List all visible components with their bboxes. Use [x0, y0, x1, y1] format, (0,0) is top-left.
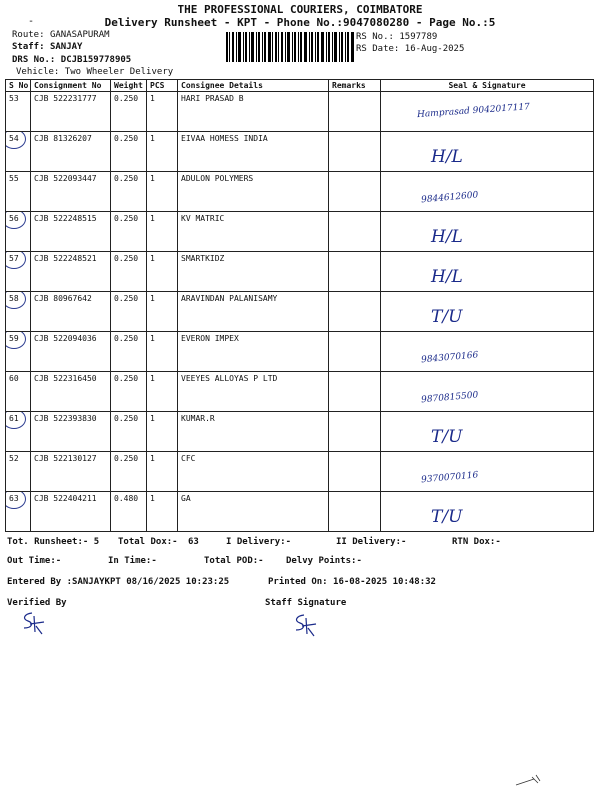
row-signature — [381, 492, 594, 532]
row-remarks — [329, 92, 381, 132]
row-signature — [381, 172, 594, 212]
circle-mark — [6, 492, 27, 510]
row-sno-cell — [6, 412, 31, 452]
table-row — [6, 332, 594, 372]
staff-value: SANJAY — [49, 42, 83, 52]
row-consignment-no: CJB 522393830 — [31, 412, 111, 452]
row-consignment-no: CJB 80967642 — [31, 292, 111, 332]
signature-text: T/U — [431, 427, 463, 447]
row-sno-cell — [6, 172, 31, 212]
row-weight: 0.250 — [111, 252, 147, 292]
row-remarks — [329, 292, 381, 332]
col-header-pcs: PCS — [147, 80, 178, 92]
row-pcs: 1 — [147, 372, 178, 412]
row-remarks — [329, 412, 381, 452]
row-sno-cell — [6, 132, 31, 172]
circle-mark — [6, 252, 27, 270]
drs-label: DRS No.: — [12, 55, 56, 65]
delvy-points: Delvy Points:- — [286, 556, 362, 566]
row-consignee: ARAVINDAN PALANISAMY — [178, 292, 329, 332]
runsheet-subtitle: Delivery Runsheet - KPT - Phone No.:9047080280 - Page No.:5 — [104, 16, 496, 29]
total-dox-value: 63 — [188, 537, 199, 547]
route-line — [12, 30, 110, 40]
row-consignment-no: CJB 522248521 — [31, 252, 111, 292]
handwritten-signature-image — [381, 492, 591, 530]
row-sno: 60 — [9, 374, 19, 383]
row-sno: 61 — [9, 414, 19, 423]
row-remarks — [329, 172, 381, 212]
row-signature — [381, 292, 594, 332]
row-signature — [381, 212, 594, 252]
row-signature — [381, 372, 594, 412]
row-weight: 0.250 — [111, 372, 147, 412]
circle-mark — [6, 212, 27, 230]
row-sno: 59 — [9, 334, 19, 343]
row-remarks — [329, 332, 381, 372]
row-sno-cell — [6, 212, 31, 252]
row-pcs: 1 — [147, 492, 178, 532]
row-weight: 0.250 — [111, 212, 147, 252]
row-pcs: 1 — [147, 252, 178, 292]
drs-value: DCJB159778905 — [60, 55, 132, 65]
handwritten-signature-image — [381, 252, 591, 290]
row-consignment-no: CJB 522404211 — [31, 492, 111, 532]
signature-text: 9870815500 — [420, 390, 479, 406]
rs-date-value: 16-Aug-2025 — [404, 44, 465, 54]
row-sno-cell — [6, 332, 31, 372]
header-dash: - — [28, 16, 35, 27]
row-sno: 58 — [9, 294, 19, 303]
row-pcs: 1 — [147, 452, 178, 492]
drs-line — [12, 55, 131, 65]
route-value: GANASAPURAM — [49, 30, 110, 40]
row-pcs: 1 — [147, 292, 178, 332]
row-sno: 53 — [9, 94, 19, 103]
table-row — [6, 252, 594, 292]
row-pcs: 1 — [147, 332, 178, 372]
row-sno: 63 — [9, 494, 19, 503]
row-consignee: KV MATRIC — [178, 212, 329, 252]
signature-text: H/L — [431, 147, 463, 167]
staff-line — [12, 42, 82, 52]
signature-text: T/U — [431, 307, 463, 327]
row-sno-cell — [6, 92, 31, 132]
row-pcs: 1 — [147, 132, 178, 172]
row-consignee: EIVAA HOMESS INDIA — [178, 132, 329, 172]
table-row — [6, 372, 594, 412]
tot-runsheet: Tot. Runsheet:- 5 — [7, 537, 100, 547]
in-time: In Time:- — [108, 556, 157, 566]
col-header-consignee: Consignee Details — [178, 80, 329, 92]
row-sno-cell — [6, 252, 31, 292]
circle-mark — [6, 332, 27, 350]
row-consignment-no: CJB 522248515 — [31, 212, 111, 252]
row-consignee: HARI PRASAD B — [178, 92, 329, 132]
signature-text: 9844612600 — [420, 190, 479, 206]
table-row — [6, 452, 594, 492]
row-consignee: SMARTKIDZ — [178, 252, 329, 292]
row-weight: 0.480 — [111, 492, 147, 532]
table-header-row — [6, 80, 594, 92]
row-sno: 56 — [9, 214, 19, 223]
vehicle-label: Vehicle: — [16, 67, 60, 77]
row-sno: 57 — [9, 254, 19, 263]
handwritten-signature-image — [381, 132, 591, 170]
row-pcs: 1 — [147, 212, 178, 252]
row-consignee: GA — [178, 492, 329, 532]
circle-mark — [6, 292, 27, 310]
circle-mark — [6, 132, 27, 150]
col-header-sno: S No — [6, 80, 31, 92]
signature-text: Hamprasad 9042017117 — [416, 102, 531, 121]
row-consignee: EVERON IMPEX — [178, 332, 329, 372]
verified-by: Verified By — [7, 598, 67, 608]
ii-delivery: II Delivery:- — [336, 537, 407, 547]
row-consignee: ADULON POLYMERS — [178, 172, 329, 212]
row-consignment-no: CJB 522316450 — [31, 372, 111, 412]
rs-date-line — [356, 44, 464, 54]
row-consignee: CFC — [178, 452, 329, 492]
staff-signature-image — [290, 612, 320, 640]
handwritten-signature-image — [381, 332, 591, 370]
row-pcs: 1 — [147, 172, 178, 212]
col-header-consignment: Consignment No — [31, 80, 111, 92]
barcode-image — [226, 32, 354, 62]
table-row — [6, 92, 594, 132]
signature-text: H/L — [431, 267, 463, 287]
row-weight: 0.250 — [111, 92, 147, 132]
row-consignment-no: CJB 522130127 — [31, 452, 111, 492]
row-remarks — [329, 372, 381, 412]
row-sno: 55 — [9, 174, 19, 183]
row-sno-cell — [6, 452, 31, 492]
row-sno: 54 — [9, 134, 19, 143]
row-weight: 0.250 — [111, 332, 147, 372]
runsheet-table — [5, 79, 594, 532]
out-time: Out Time:- — [7, 556, 62, 566]
handwritten-signature-image — [381, 92, 591, 130]
verified-signature-image — [18, 610, 48, 638]
row-weight: 0.250 — [111, 292, 147, 332]
row-sno-cell — [6, 372, 31, 412]
row-pcs: 1 — [147, 92, 178, 132]
rs-no-line — [356, 32, 437, 42]
row-remarks — [329, 212, 381, 252]
table-row — [6, 172, 594, 212]
row-pcs: 1 — [147, 412, 178, 452]
row-weight: 0.250 — [111, 452, 147, 492]
table-row — [6, 412, 594, 452]
handwritten-signature-image — [381, 292, 591, 330]
i-delivery: I Delivery:- — [226, 537, 292, 547]
staff-label: Staff: — [12, 42, 45, 52]
printed-on: Printed On: 16-08-2025 10:48:32 — [268, 577, 436, 587]
signature-text: T/U — [431, 507, 463, 527]
table-row — [6, 212, 594, 252]
row-consignment-no: CJB 81326207 — [31, 132, 111, 172]
row-weight: 0.250 — [111, 412, 147, 452]
row-consignment-no: CJB 522094036 — [31, 332, 111, 372]
signature-text: 9843070166 — [420, 350, 479, 366]
table-row — [6, 492, 594, 532]
handwritten-signature-image — [381, 372, 591, 410]
vehicle-value: Two Wheeler Delivery — [64, 67, 174, 77]
total-pod: Total POD:- — [204, 556, 264, 566]
row-remarks — [329, 252, 381, 292]
route-label: Route: — [12, 30, 45, 40]
handwritten-signature-image — [381, 452, 591, 490]
handwritten-signature-image — [381, 172, 591, 210]
row-sno-cell — [6, 492, 31, 532]
circle-mark — [6, 412, 27, 430]
row-consignment-no: CJB 522231777 — [31, 92, 111, 132]
row-signature — [381, 92, 594, 132]
signature-text: 9370070116 — [420, 470, 479, 486]
col-header-signature: Seal & Signature — [381, 80, 594, 92]
row-consignee: VEEYES ALLOYAS P LTD — [178, 372, 329, 412]
company-title: THE PROFESSIONAL COURIERS, COIMBATORE — [177, 3, 423, 16]
row-consignee: KUMAR.R — [178, 412, 329, 452]
col-header-weight: Weight — [111, 80, 147, 92]
staff-signature-label: Staff Signature — [265, 598, 347, 608]
rtn-dox: RTN Dox:- — [452, 537, 501, 547]
row-signature — [381, 132, 594, 172]
row-signature — [381, 252, 594, 292]
row-remarks — [329, 492, 381, 532]
row-weight: 0.250 — [111, 132, 147, 172]
rs-no-label: RS No.: — [356, 32, 394, 42]
row-signature — [381, 332, 594, 372]
table-row — [6, 292, 594, 332]
row-weight: 0.250 — [111, 172, 147, 212]
signature-text: H/L — [431, 227, 463, 247]
row-signature — [381, 412, 594, 452]
table-row — [6, 132, 594, 172]
rs-no-value: 1597789 — [399, 32, 438, 42]
col-header-remarks: Remarks — [329, 80, 381, 92]
row-remarks — [329, 132, 381, 172]
rs-date-label: RS Date: — [356, 44, 400, 54]
row-consignment-no: CJB 522093447 — [31, 172, 111, 212]
row-sno: 52 — [9, 454, 19, 463]
row-sno-cell — [6, 292, 31, 332]
entered-by: Entered By :SANJAYKPT 08/16/2025 10:23:25 — [7, 577, 230, 587]
handwritten-signature-image — [381, 212, 591, 250]
row-signature — [381, 452, 594, 492]
handwritten-signature-image — [381, 412, 591, 450]
row-remarks — [329, 452, 381, 492]
total-dox-label: Total Dox:- — [118, 537, 178, 547]
vehicle-line — [16, 67, 173, 77]
corner-mark — [514, 773, 544, 789]
